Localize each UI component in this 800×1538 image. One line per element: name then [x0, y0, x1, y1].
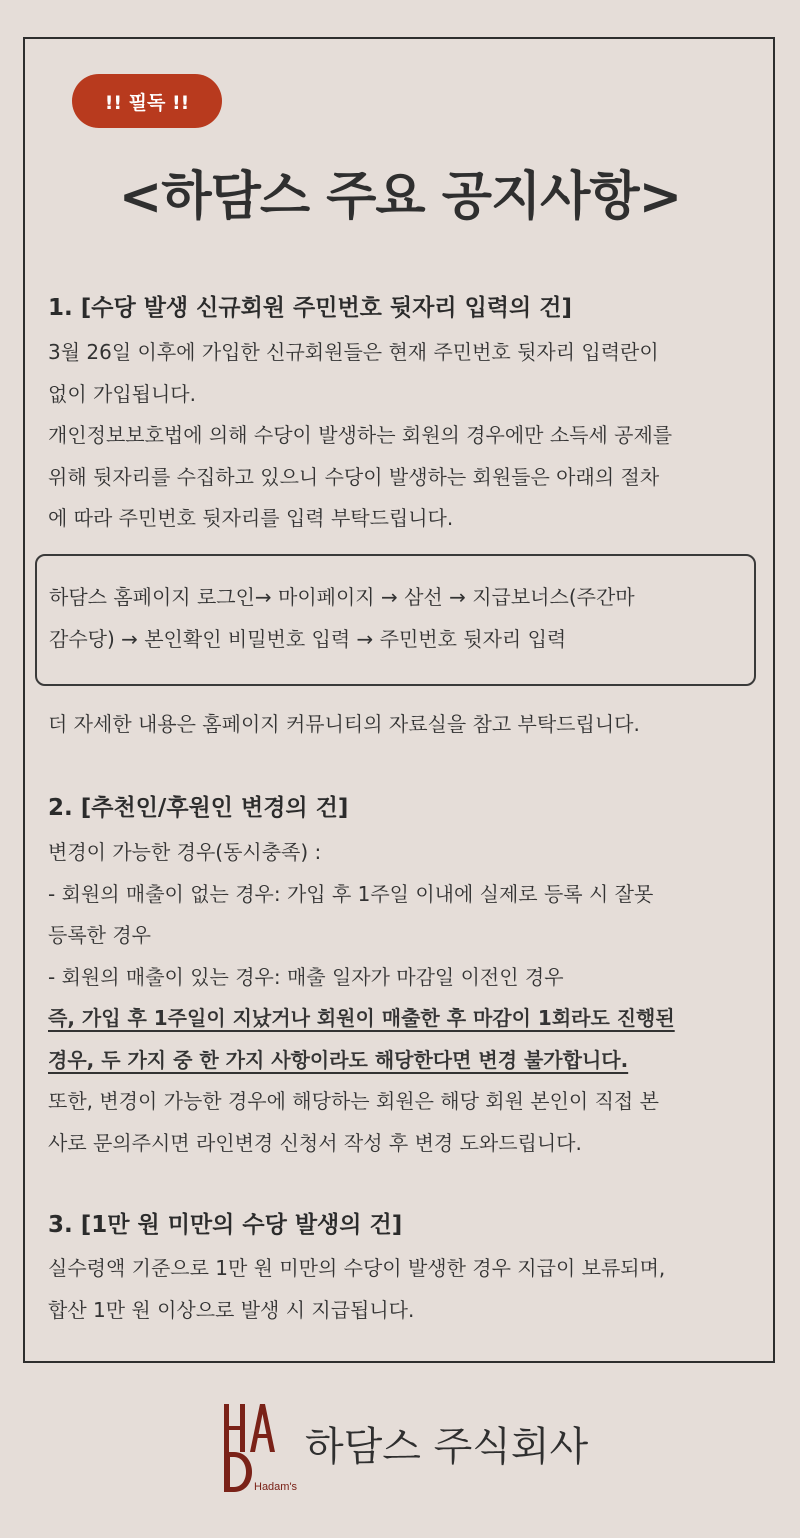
section-3	[48, 1205, 760, 1245]
section-2-body	[48, 832, 760, 1164]
section-2-emphasis-line: 경우, 두 가지 중 한 가지 사항이라도 해당한다면 변경 불가합니다.	[48, 1047, 629, 1072]
section-1-line: 개인정보보호법에 의해 수당이 발생하는 회원의 경우에만 소득세 공제를	[48, 423, 673, 447]
section-2-emphasis-line: 즉, 가입 후 1주일이 지났거나 회원이 매출한 후 마감이 1회라도 진행된	[48, 1006, 675, 1030]
section-1-heading: 1. [수당 발생 신규회원 주민번호 뒷자리 입력의 건]	[48, 295, 572, 321]
section-2-line: 사로 문의주시면 라인변경 신청서 작성 후 변경 도와드립니다.	[48, 1130, 582, 1155]
must-read-badge: !! 필독 !!	[72, 74, 222, 128]
section-1-after	[48, 704, 760, 746]
procedure-steps-box	[35, 554, 756, 686]
section-1-line: 3월 26일 이후에 가입한 신규회원들은 현재 주민번호 뒷자리 입력란이	[48, 340, 659, 364]
hadams-logo	[222, 1402, 312, 1494]
page-title: <하담스 주요 공지사항>	[118, 167, 682, 227]
section-1-line: 에 따라 주민번호 뒷자리를 입력 부탁드립니다.	[48, 506, 454, 530]
section-1-body	[48, 332, 760, 540]
section-2-line: 등록한 경우	[48, 923, 151, 947]
section-2-heading: 2. [추천인/후원인 변경의 건]	[48, 795, 349, 821]
section-2-line: 변경이 가능한 경우(동시충족) :	[48, 840, 322, 864]
section-3-heading: 3. [1만 원 미만의 수당 발생의 건]	[48, 1212, 403, 1238]
notice-frame	[23, 37, 775, 1363]
procedure-step-line: 감수당) → 본인확인 비밀번호 입력 → 주민번호 뒷자리 입력	[49, 627, 567, 651]
procedure-step-line: 하담스 홈페이지 로그인→ 마이페이지 → 삼선 → 지급보너스(주간마	[49, 585, 635, 609]
section-1-reference-note: 더 자세한 내용은 홈페이지 커뮤니티의 자료실을 참고 부탁드립니다.	[48, 712, 640, 736]
company-name: 하담스 주식회사	[305, 1424, 589, 1470]
section-2-line: - 회원의 매출이 없는 경우: 가입 후 1주일 이내에 실제로 등록 시 잘못	[48, 881, 654, 906]
section-3-line: 합산 1만 원 이상으로 발생 시 지급됩니다.	[48, 1297, 415, 1322]
section-3-body	[48, 1248, 760, 1331]
section-2-line: 또한, 변경이 가능한 경우에 해당하는 회원은 해당 회원 본인이 직접 본	[48, 1089, 659, 1113]
section-1	[48, 288, 760, 328]
section-2	[48, 788, 760, 828]
logo-wordmark: Hadam's	[254, 1481, 298, 1493]
section-1-line: 없이 가입됩니다.	[48, 381, 196, 406]
section-1-line: 위해 뒷자리를 수집하고 있으니 수당이 발생하는 회원들은 아래의 절차	[48, 464, 660, 489]
section-3-line: 실수령액 기준으로 1만 원 미만의 수당이 발생한 경우 지급이 보류되며,	[48, 1256, 666, 1280]
section-2-line: - 회원의 매출이 있는 경우: 매출 일자가 마감일 이전인 경우	[48, 964, 564, 989]
